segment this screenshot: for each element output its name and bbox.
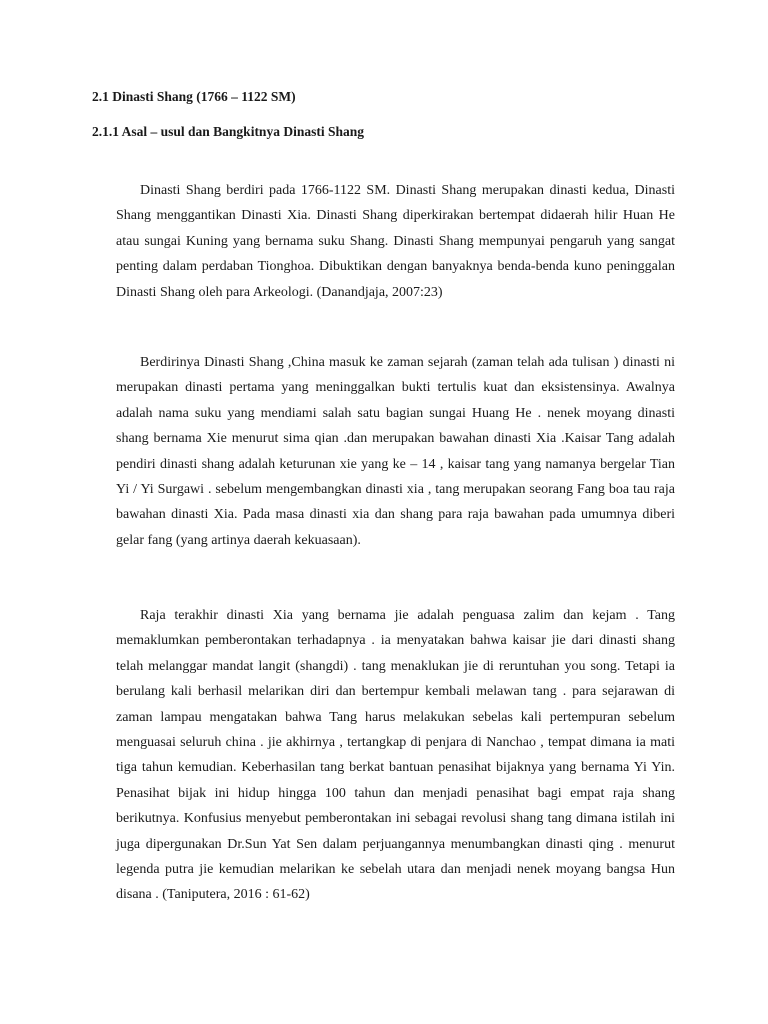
subsection-heading: 2.1.1 Asal – usul dan Bangkitnya Dinasti Shang xyxy=(92,124,364,139)
paragraph-3: Raja terakhir dinasti Xia yang bernama jie adalah penguasa zalim dan kejam . Tang memaklumkan pemberontakan terhadapnya . ia menyatakan bahwa kaisar jie dari dinasti shang telah melanggar mandat langit (shangdi) . tang menaklukan jie di reruntuhan you song. Tetapi ia berulang kali berhasil melarikan diri dan bertempur kembali melawan tang . para sejarawan di zaman lampau mengatakan bahwa Tang harus melakukan sebelas kali pertempuran sebelum menguasai seluruh china . jie akhirnya , tertangkap di penjara di Nanchao , tempat dimana ia mati tiga tahun kemudian. Keberhasilan tang berkat bantuan penasihat bijaknya yang bernama Yi Yin. Penasihat bijak ini hidup hingga 100 tahun dan menjadi penasihat bagi empat raja shang berikutnya. Konfusius menyebut pemberontakan ini sebagai revolusi shang tang dimana istilah ini juga dipergunakan Dr.Sun Yat Sen dalam perjuangannya menumbangkan dinasti qing . menurut legenda putra jie kemudian melarikan ke sebelah utara dan menjadi nenek moyang bangsa Hun disana . (Taniputera, 2016 : 61-62) xyxy=(116,608,675,903)
paragraph-2: Berdirinya Dinasti Shang ,China masuk ke zaman sejarah (zaman telah ada tulisan ) dinasti ni merupakan dinasti pertama yang meninggalkan bukti tertulis kuat dan eksistensinya. Awalnya adalah nama suku yang mendiami salah satu bagian sungai Huang He . nenek moyang dinasti shang bernama Xie menurut sima qian .dan merupakan bawahan dinasti Xia .Kaisar Tang adalah pendiri dinasti shang adalah keturunan xie yang ke – 14 , kaisar tang yang namanya bergelar Tian Yi / Yi Surgawi . sebelum mengembangkan dinasti xia , tang merupakan seorang Fang boa tau raja bawahan dinasti Xia. Pada masa dinasti xia dan shang para raja bawahan pada umumnya diberi gelar fang (yang artinya daerah kekuasaan). xyxy=(116,355,675,548)
section-heading: 2.1 Dinasti Shang (1766 – 1122 SM) xyxy=(92,89,296,104)
paragraph-1: Dinasti Shang berdiri pada 1766-1122 SM. Dinasti Shang merupakan dinasti kedua, Dinasti Shang menggantikan Dinasti Xia. Dinasti Shang diperkirakan bertempat didaerah hilir Huan He atau sungai Kuning yang bernama suku Shang. Dinasti Shang mempunyai pengaruh yang sangat penting dalam perdaban Tionghoa. Dibuktikan dengan banyaknya benda-benda kuno peninggalan Dinasti Shang oleh para Arkeologi. (Danandjaja, 2007:23) xyxy=(116,183,675,300)
